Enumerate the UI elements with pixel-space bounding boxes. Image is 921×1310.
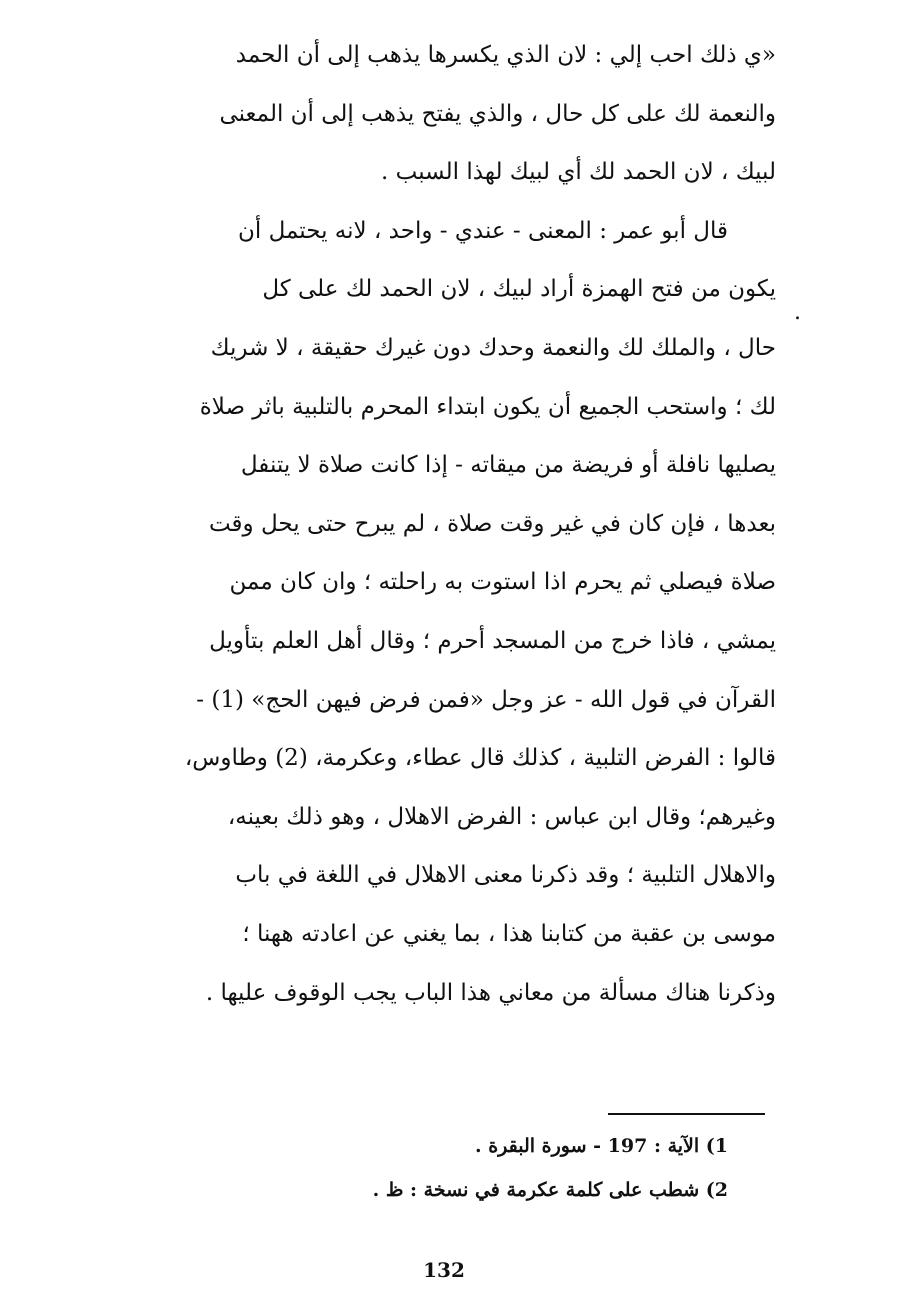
text-line: لبيك ، لان الحمد لك أي لبيك لهذا السبب .	[381, 159, 776, 186]
text-line: صلاة فيصلي ثم يحرم اذا استوت به راحلته ؛ وان كان ممن	[229, 569, 776, 596]
text-line: موسى بن عقبة من كتابنا هذا ، بما يغني عن اعادته ههنا ؛	[242, 920, 776, 947]
text-line: بعدها ، فإن كان في غير وقت صلاة ، لم يبرح حتى يحل وقت	[208, 510, 776, 537]
text-line: «ي ذلك احب إلي : لان الذي يكسرها يذهب إلى أن الحمد	[235, 42, 776, 68]
text-line: حال ، والملك لك والنعمة وحدك دون غيرك حقيقة ، لا شريك	[210, 334, 776, 361]
text-line: يصليها نافلة أو فريضة من ميقاته - إذا كانت صلاة لا يتنفل	[240, 452, 776, 479]
text-line: قالوا : الفرض التلبية ، كذلك قال عطاء، وعكرمة، (2) وطاوس،	[184, 745, 776, 772]
footnote-1: 1) الآية : 197 - سورة البقرة .	[474, 1135, 728, 1157]
footnote-separator	[608, 1113, 765, 1115]
text-line: وذكرنا هناك مسألة من معاني هذا الباب يجب الوقوف عليها .	[205, 979, 776, 1006]
text-line: يكون من فتح الهمزة أراد لبيك ، لان الحمد لك على كل	[262, 276, 776, 303]
text-line: القرآن في قول الله - عز وجل «فمن فرض فيهن الحج» (1) -	[196, 686, 776, 713]
text-line: يمشي ، فاذا خرج من المسجد أحرم ؛ وقال أهل العلم بتأويل	[209, 627, 776, 654]
main-text-block	[108, 26, 776, 1022]
text-line: لك ؛ واستحب الجميع أن يكون ابتداء المحرم بالتلبية باثر صلاة	[199, 393, 776, 420]
text-line: وغيرهم؛ وقال ابن عباس : الفرض الاهلال ، وهو ذلك بعينه،	[227, 803, 776, 830]
page-number: 132	[423, 1258, 465, 1282]
footnotes	[300, 1124, 728, 1212]
footnote-2: 2) شطب على كلمة عكرمة في نسخة : ظ .	[372, 1179, 728, 1201]
paragraph-start-line: قال أبو عمر : المعنى - عندي - واحد ، لانه يحتمل أن	[237, 217, 728, 244]
margin-mark: .	[794, 300, 801, 325]
text-line: والنعمة لك على كل حال ، والذي يفتح يذهب إلى أن المعنى	[219, 100, 776, 127]
text-line: والاهلال التلبية ؛ وقد ذكرنا معنى الاهلال في اللغة في باب	[235, 862, 776, 889]
